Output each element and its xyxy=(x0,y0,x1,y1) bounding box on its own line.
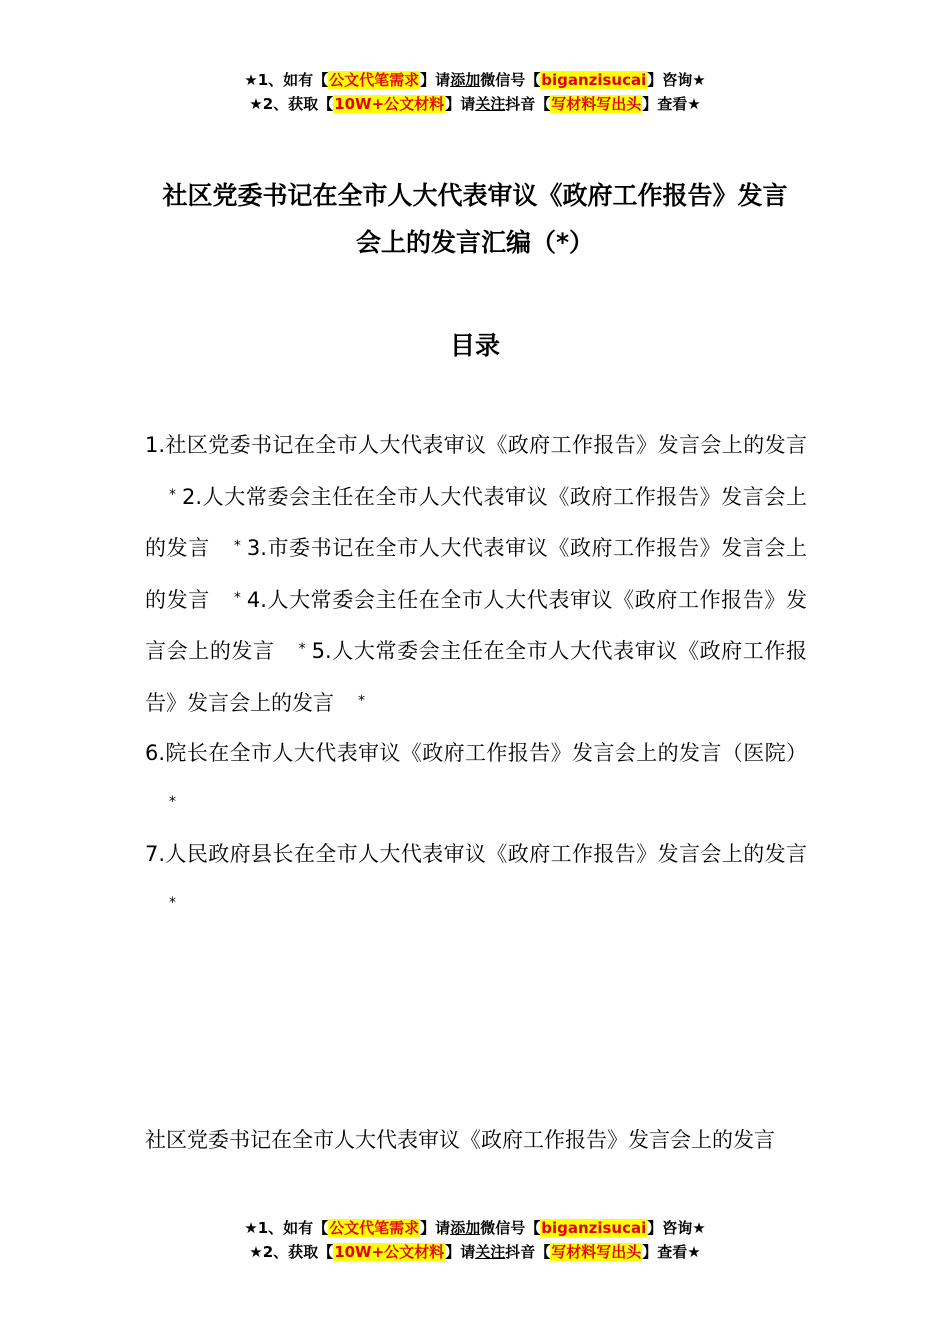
table-of-contents xyxy=(145,421,807,931)
promo-highlight-materials: 10W+公文材料 xyxy=(334,95,445,113)
document-title-line-2: 会上的发言汇编（*） xyxy=(355,228,595,257)
toc-paragraph xyxy=(145,830,807,931)
promo-highlight-service: 公文代笔需求 xyxy=(329,71,420,89)
promo-line-1: ★1、如有【公文代笔需求】请添加微信号【biganzisucai】咨询★ xyxy=(244,71,706,89)
promo-highlight-douyin-account: 写材料写出头 xyxy=(551,1243,642,1261)
promo-highlight-wechat-id: biganzisucai xyxy=(541,1219,647,1237)
promo-highlight-service: 公文代笔需求 xyxy=(329,1219,420,1237)
promo-line-1: ★1、如有【公文代笔需求】请添加微信号【biganzisucai】咨询★ xyxy=(244,1219,706,1237)
body-section-title: 社区党委书记在全市人大代表审议《政府工作报告》发言会上的发言 xyxy=(145,1128,775,1152)
promo-line-2: ★2、获取【10W+公文材料】请关注抖音【写材料写出头】查看★ xyxy=(249,1243,701,1261)
promo-line-2: ★2、获取【10W+公文材料】请关注抖音【写材料写出头】查看★ xyxy=(249,95,701,113)
toc-item-6: 6.院长在全市人大代表审议《政府工作报告》发言会上的发言（医院） xyxy=(145,740,807,765)
bottom-promo-banner xyxy=(0,1216,950,1264)
toc-star-mark: * xyxy=(169,486,176,503)
toc-star-mark: * xyxy=(169,794,176,811)
toc-star-mark: * xyxy=(233,589,241,606)
toc-paragraph xyxy=(145,729,807,830)
toc-star-mark: * xyxy=(358,692,365,709)
toc-star-mark: * xyxy=(169,895,176,912)
toc-item-1: 1.社区党委书记在全市人大代表审议《政府工作报告》发言会上的发言 xyxy=(145,433,807,457)
toc-item-4: 4.人大常委会主任在全市人大代表审议《政府工作报告》发言会上的发言 xyxy=(145,587,807,664)
document-title xyxy=(0,172,950,266)
promo-highlight-wechat-id: biganzisucai xyxy=(541,71,647,89)
toc-item-3: 3.市委书记在全市人大代表审议《政府工作报告》发言会上的发言 xyxy=(145,536,807,612)
toc-item-2: 2.人大常委会主任在全市人大代表审议《政府工作报告》发言会上的发言 xyxy=(145,484,807,561)
toc-item-7: 7.人民政府县长在全市人大代表审议《政府工作报告》发言会上的发言 xyxy=(145,841,807,866)
toc-star-mark: * xyxy=(298,641,306,658)
promo-highlight-materials: 10W+公文材料 xyxy=(334,1243,445,1261)
document-title-line-1: 社区党委书记在全市人大代表审议《政府工作报告》发言 xyxy=(162,181,788,210)
toc-item-5: 5.人大常委会主任在全市人大代表审议《政府工作报告》发言会上的发言 xyxy=(145,639,807,715)
top-promo-banner xyxy=(0,68,950,116)
toc-paragraph xyxy=(145,421,807,729)
toc-star-mark: * xyxy=(233,538,241,555)
promo-highlight-douyin-account: 写材料写出头 xyxy=(551,95,642,113)
toc-heading: 目录 xyxy=(449,331,500,360)
